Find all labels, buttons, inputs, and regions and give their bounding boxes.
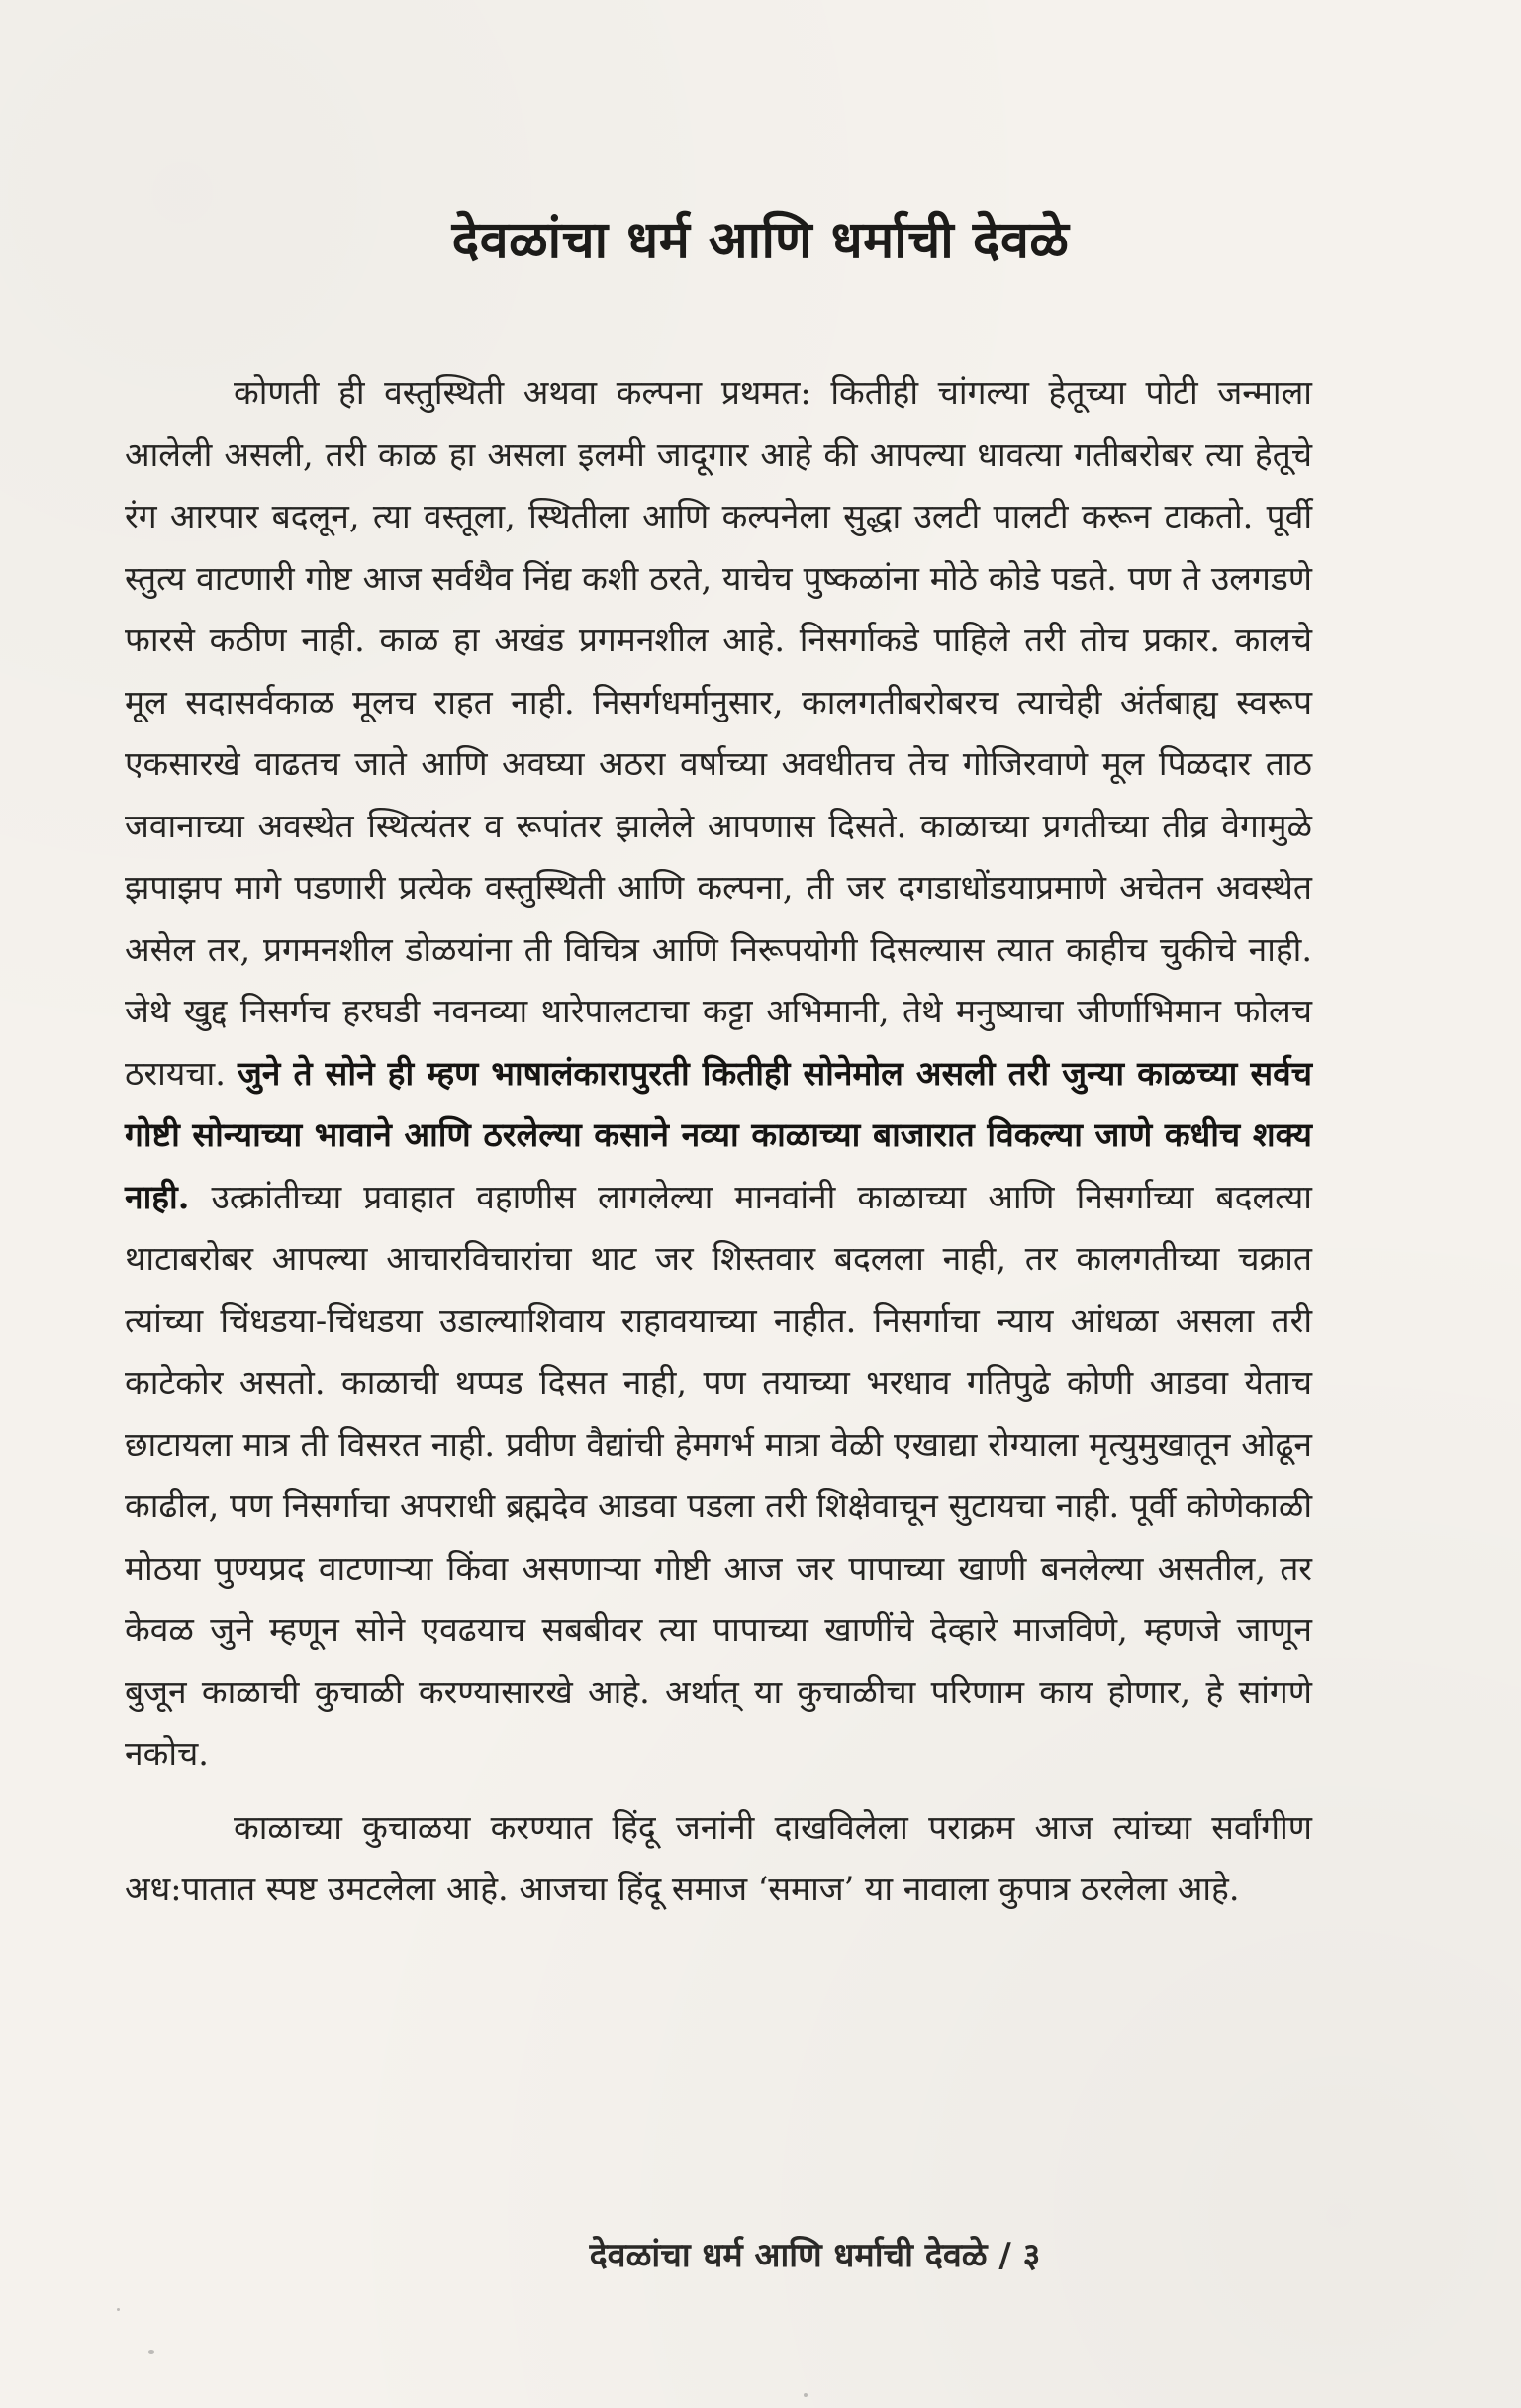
body-text [125, 362, 1312, 1933]
paragraph-1 [125, 362, 1312, 1785]
page-footer: देवळांचा धर्म आणि धर्माची देवळे / ३ [589, 2236, 1041, 2275]
paper-speck [148, 2350, 154, 2354]
paper-speck [804, 2393, 808, 2397]
paragraph-1-bold-text: जुने ते सोने ही म्हण भाषालंकारापुरती कितीही सोनेमोल असली तरी जुन्या काळच्या सर्वच गोष्टी सोन्याच्या भावाने आणि ठरलेल्या कसाने नव्या काळाच्या बाजारात विकल्या जाणे कधीच शक्य नाही. [125, 1053, 1312, 1216]
paragraph-1-text-after: उत्क्रांतीच्या प्रवाहात वहाणीस लागलेल्या मानवांनी काळाच्या आणि निसर्गाच्या बदलत्या थाटाबरोबर आपल्या आचारविचारांचा थाट जर शिस्तवार बदलला नाही, तर कालगतीच्या चक्रात त्यांच्या चिंधडया-चिंधडया उडाल्याशिवाय राहावयाच्या नाहीत. निसर्गाचा न्याय आंधळा असला तरी काटेकोर असतो. काळाची थप्पड दिसत नाही, पण तयाच्या भरधाव गतिपुढे कोणी आडवा येताच छाटायला मात्र ती विसरत नाही. प्रवीण वैद्यांची हेमगर्भ मात्रा वेळी एखाद्या रोग्याला मृत्युमुखातून ओढून काढील, पण निसर्गाचा अपराधी ब्रह्मदेव आडवा पडला तरी शिक्षेवाचून सुटायचा नाही. पूर्वी कोणेकाळी मोठया पुण्यप्रद वाटणाऱ्या किंवा असणाऱ्या गोष्टी आज जर पापाच्या खाणी बनलेल्या असतील, तर केवळ जुने म्हणून सोने एवढयाच सबबीवर त्या पापाच्या खाणींचे देव्हारे माजविणे, म्हणजे जाणून बुजून काळाची कुचाळी करण्यासारखे आहे. अर्थात् या कुचाळीचा परिणाम काय होणार, हे सांगणे नकोच. [125, 1177, 1312, 1773]
paper-speck [117, 2308, 120, 2311]
paragraph-1-text-before: कोणती ही वस्तुस्थिती अथवा कल्पना प्रथमत: कितीही चांगल्या हेतूच्या पोटी जन्माला आलेली असली, तरी काळ हा असला इलमी जादूगार आहे की आपल्या धावत्या गतीबरोबर त्या हेतूचे रंग आरपार बदलून, त्या वस्तूला, स्थितीला आणि कल्पनेला सुद्धा उलटी पालटी करून टाकतो. पूर्वी स्तुत्य वाटणारी गोष्ट आज सर्वथैव निंद्य कशी ठरते, याचेच पुष्कळांना मोठे कोडे पडते. पण ते उलगडणे फारसे कठीण नाही. काळ हा अखंड प्रगमनशील आहे. निसर्गाकडे पाहिले तरी तोच प्रकार. कालचे मूल सदासर्वकाळ मूलच राहत नाही. निसर्गधर्मानुसार, कालगतीबरोबरच त्याचेही अंर्तबाह्य स्वरूप एकसारखे वाढतच जाते आणि अवघ्या अठरा वर्षाच्या अवधीतच तेच गोजिरवाणे मूल पिळदार ताठ जवानाच्या अवस्थेत स्थित्यंतर व रूपांतर झालेले आपणास दिसते. काळाच्या प्रगतीच्या तीव्र वेगामुळे झपाझप मागे पडणारी प्रत्येक वस्तुस्थिती आणि कल्पना, ती जर दगडाधोंडयाप्रमाणे अचेतन अवस्थेत असेल तर, प्रगमनशील डोळयांना ती विचित्र आणि निरूपयोगी दिसल्यास त्यात काहीच चुकीचे नाही. जेथे खुद्द निसर्गच हरघडी नवनव्या थारेपालटाचा कट्टा अभिमानी, तेथे मनुष्याचा जीर्णाभिमान फोलच ठरायचा. [125, 373, 1312, 1093]
page-title: देवळांचा धर्म आणि धर्माची देवळे [451, 210, 1070, 270]
paragraph-2: काळाच्या कुचाळया करण्यात हिंदू जनांनी दाखविलेला पराक्रम आज त्यांच्या सर्वांगीण अध:पातात स्पष्ट उमटलेला आहे. आजचा हिंदू समाज ‘समाज’ या नावाला कुपात्र ठरलेला आहे. [125, 1807, 1312, 1908]
